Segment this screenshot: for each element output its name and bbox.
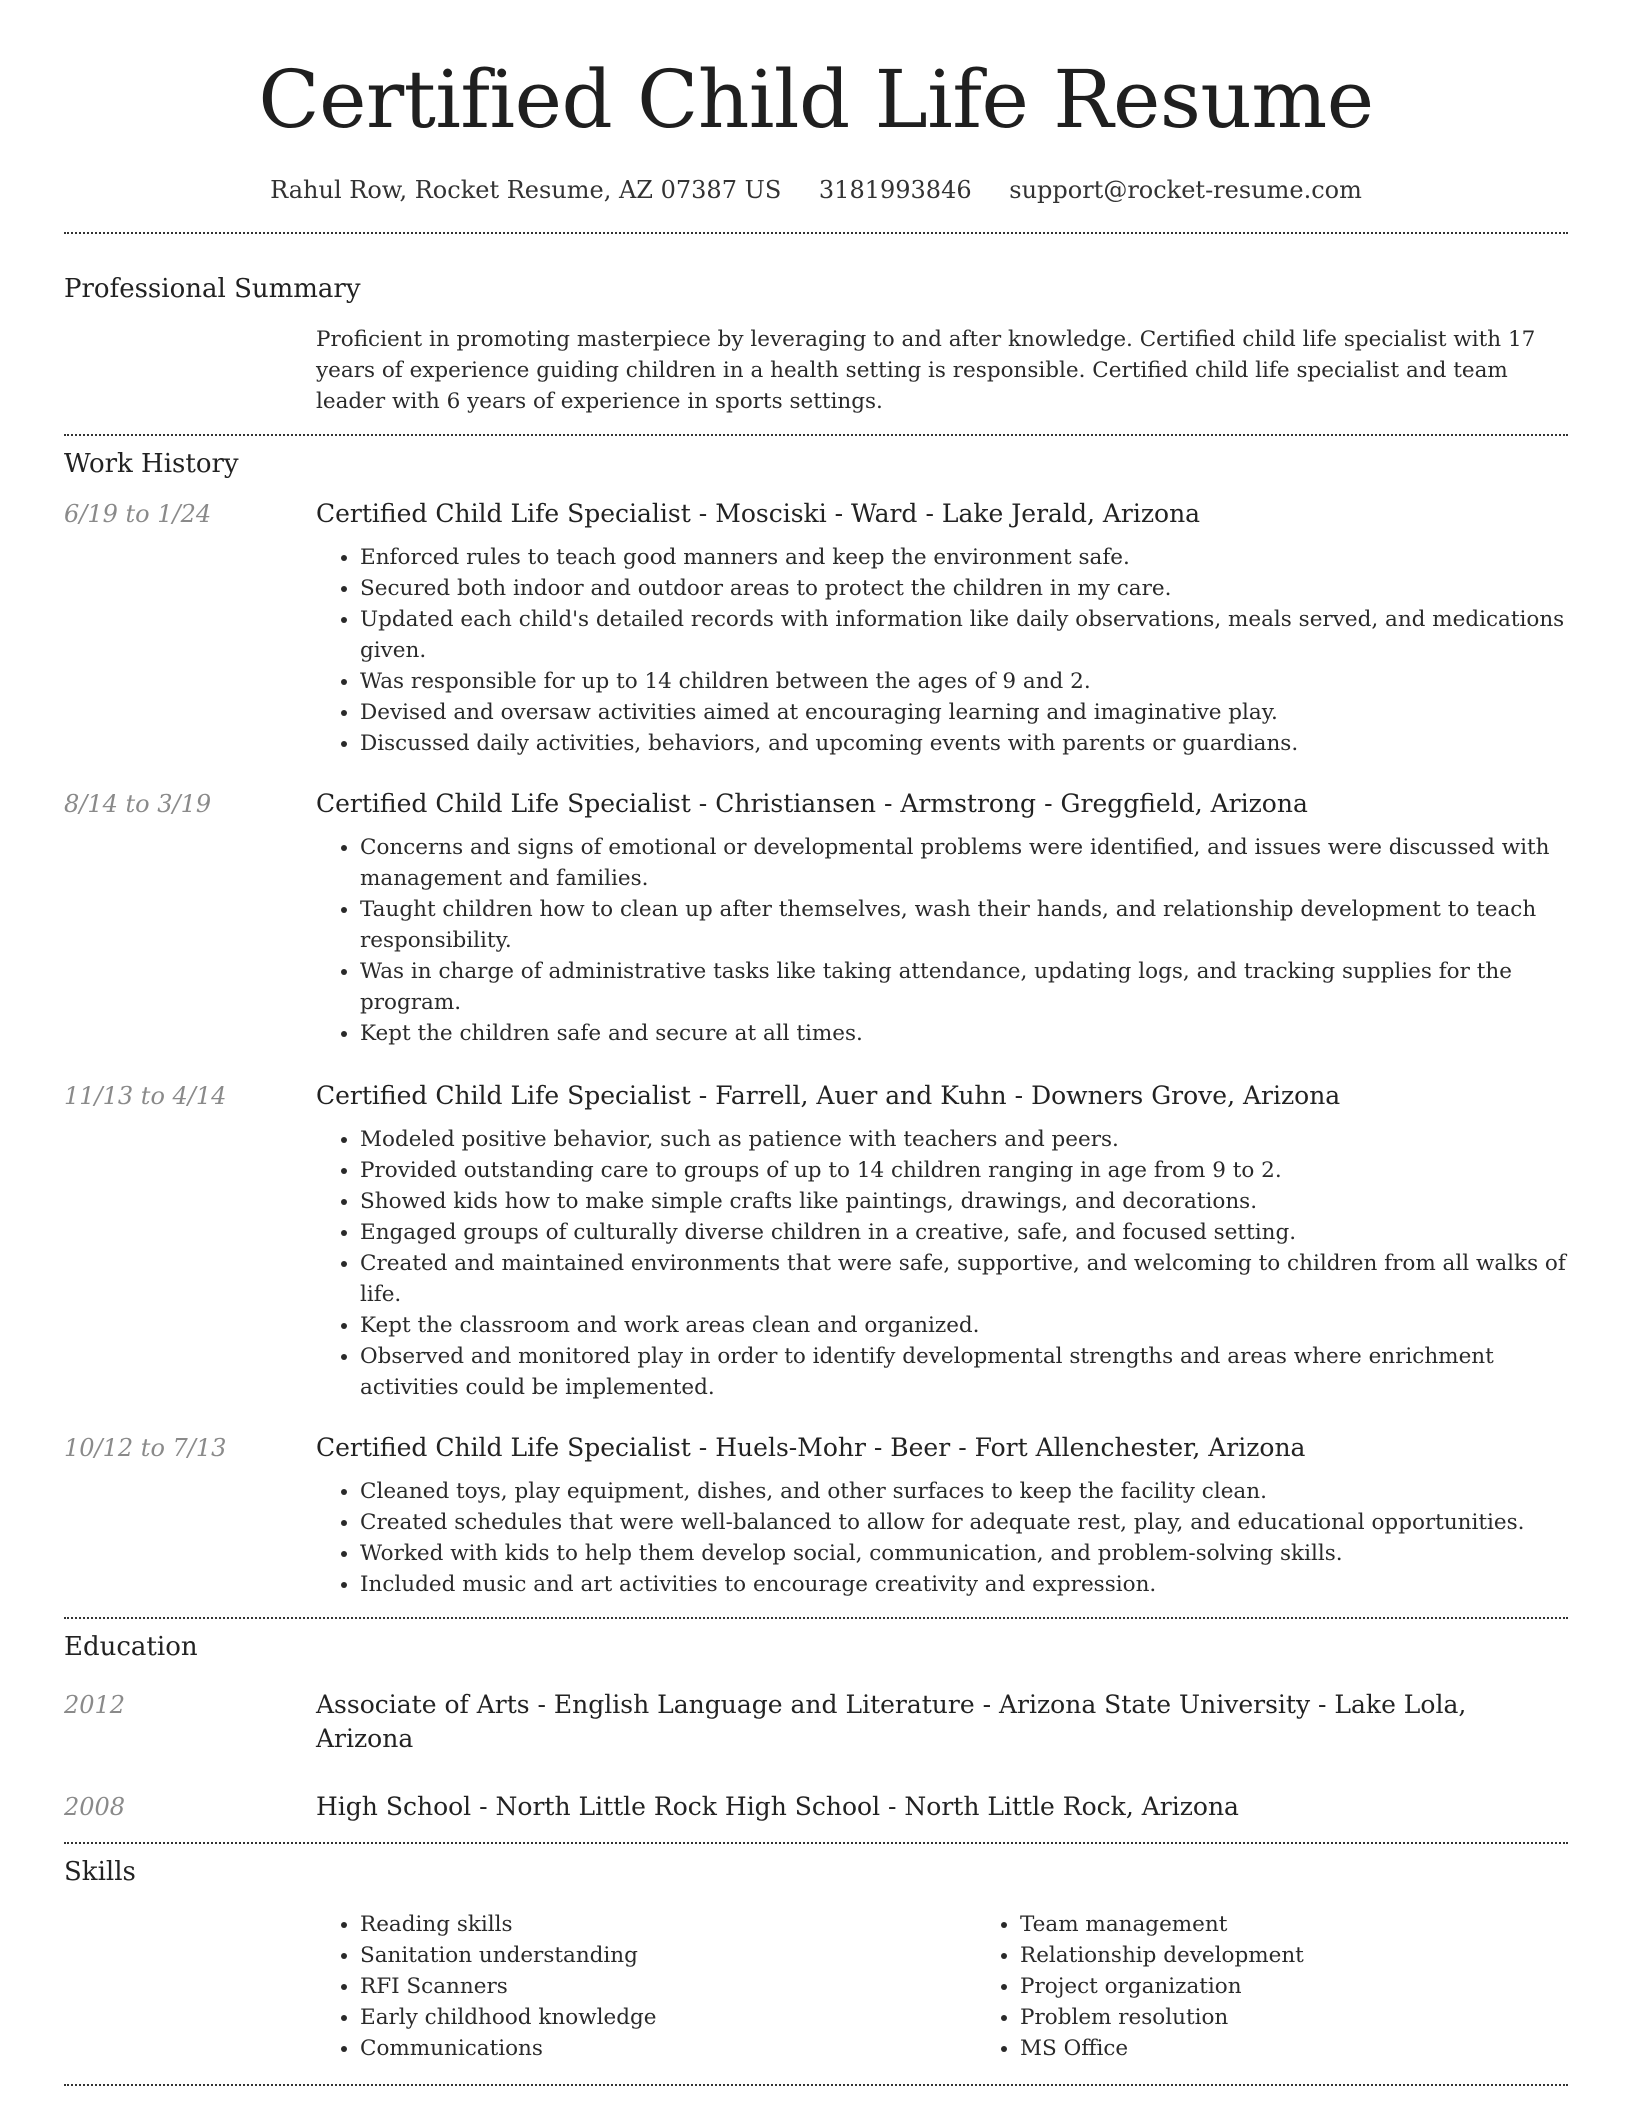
job-bullets bbox=[316, 542, 1568, 759]
job-company: Mosciski - Ward bbox=[715, 499, 918, 528]
skill-item: • Sanitation understanding bbox=[360, 1940, 976, 1971]
list-item: • Updated each child's detailed records with information like daily observations, meals served, and medications given. bbox=[360, 604, 1568, 666]
contact-address: Rahul Row, Rocket Resume, AZ 07387 US bbox=[270, 176, 782, 204]
resume-title: Certified Child Life Resume bbox=[258, 53, 1374, 146]
separator: - bbox=[698, 1433, 708, 1462]
skills-columns bbox=[316, 1909, 1568, 2064]
list-item: • Engaged groups of culturally diverse children in a creative, safe, and focused setting. bbox=[360, 1217, 1568, 1248]
list-item: • Included music and art activities to encourage creativity and expression. bbox=[360, 1569, 1568, 1600]
separator: - bbox=[1014, 1081, 1024, 1110]
job-dates: 6/19 to 1/24 bbox=[64, 500, 212, 528]
list-item: • Cleaned toys, play equipment, dishes, and other surfaces to keep the facility clean. bbox=[360, 1476, 1568, 1507]
separator: - bbox=[925, 499, 934, 528]
education-entry bbox=[64, 1688, 1568, 1756]
skill-item: • Project organization bbox=[1020, 1971, 1304, 2002]
list-item: • Showed kids how to make simple crafts like paintings, drawings, and decorations. bbox=[360, 1186, 1568, 1217]
job-title: Certified Child Life Specialist bbox=[316, 1433, 691, 1462]
skill-item: • Communications bbox=[360, 2033, 976, 2064]
education-year: 2012 bbox=[64, 1691, 126, 1719]
list-item: • Concerns and signs of emotional or developmental problems were identified, and issues were discussed with management and families. bbox=[360, 832, 1568, 894]
list-item: • Kept the classroom and work areas clean and organized. bbox=[360, 1310, 1568, 1341]
skill-item: • RFI Scanners bbox=[360, 1971, 976, 2002]
list-item: • Provided outstanding care to groups of up to 14 children ranging in age from 9 to 2. bbox=[360, 1155, 1568, 1186]
job-bullets bbox=[316, 1124, 1568, 1403]
list-item: • Created schedules that were well-balanced to allow for adequate rest, play, and educational opportunities. bbox=[360, 1507, 1568, 1538]
separator: - bbox=[698, 789, 708, 818]
divider bbox=[64, 1617, 1568, 1619]
job-dates: 11/13 to 4/14 bbox=[64, 1082, 227, 1110]
education-year: 2008 bbox=[64, 1793, 126, 1821]
list-item: • Observed and monitored play in order to identify developmental strengths and areas where enrichment activities could be implemented. bbox=[360, 1341, 1568, 1403]
summary-text: Proficient in promoting masterpiece by leveraging to and after knowledge. Certified child life specialist with 17 years of experience guiding children in a health setting is responsible. Certified child life specialist and team leader with 6 years of experience in sports settings. bbox=[316, 327, 1536, 414]
job-heading bbox=[316, 1079, 1568, 1113]
list-item: • Was in charge of administrative tasks like taking attendance, updating logs, and tracking supplies for the program. bbox=[360, 956, 1568, 1018]
job-entry bbox=[64, 787, 1568, 1049]
list-item: • Created and maintained environments that were safe, supportive, and welcoming to children from all walks of life. bbox=[360, 1248, 1568, 1310]
job-entry bbox=[64, 1079, 1568, 1403]
job-heading bbox=[316, 1431, 1568, 1465]
job-title: Certified Child Life Specialist bbox=[316, 1081, 691, 1110]
skills-heading: Skills bbox=[64, 1857, 136, 1887]
contact-line bbox=[64, 174, 1568, 206]
job-entry bbox=[64, 497, 1568, 759]
divider bbox=[64, 1842, 1568, 1844]
skill-item: • Early childhood knowledge bbox=[360, 2002, 976, 2033]
list-item: • Modeled positive behavior, such as patience with teachers and peers. bbox=[360, 1124, 1568, 1155]
education-details: High School - North Little Rock High School - North Little Rock, Arizona bbox=[316, 1792, 1239, 1821]
job-location: Lake Jerald, Arizona bbox=[941, 499, 1201, 528]
list-item: • Kept the children safe and secure at all times. bbox=[360, 1018, 1568, 1049]
summary-heading: Professional Summary bbox=[64, 274, 361, 304]
separator: - bbox=[958, 1433, 967, 1462]
contact-phone: 3181993846 bbox=[818, 176, 972, 204]
skill-item: • Relationship development bbox=[1020, 1940, 1304, 1971]
skill-item: • MS Office bbox=[1020, 2033, 1304, 2064]
job-location: Greggfield, Arizona bbox=[1060, 789, 1308, 818]
job-title: Certified Child Life Specialist bbox=[316, 789, 691, 818]
separator: - bbox=[1044, 789, 1053, 818]
job-company: Christiansen - Armstrong bbox=[715, 789, 1037, 818]
education-details: Associate of Arts - English Language and Literature - Arizona State University - Lake Lola, Arizona bbox=[316, 1690, 1467, 1753]
job-heading bbox=[316, 787, 1568, 821]
education-heading: Education bbox=[64, 1632, 198, 1662]
list-item: • Taught children how to clean up after themselves, wash their hands, and relationship development to teach responsibility. bbox=[360, 894, 1568, 956]
skill-item: • Reading skills bbox=[360, 1909, 976, 1940]
list-item: • Was responsible for up to 14 children between the ages of 9 and 2. bbox=[360, 666, 1568, 697]
education-entry bbox=[64, 1790, 1568, 1824]
job-company: Farrell, Auer and Kuhn bbox=[715, 1081, 1007, 1110]
list-item: • Secured both indoor and outdoor areas to protect the children in my care. bbox=[360, 573, 1568, 604]
divider bbox=[64, 232, 1568, 234]
work-history-heading: Work History bbox=[64, 449, 239, 479]
job-location: Fort Allenchester, Arizona bbox=[974, 1433, 1306, 1462]
job-heading bbox=[316, 497, 1568, 531]
skills-list-right bbox=[976, 1909, 1304, 2064]
job-title: Certified Child Life Specialist bbox=[316, 499, 691, 528]
divider bbox=[64, 2084, 1568, 2086]
work-history-list bbox=[64, 497, 1568, 1600]
job-bullets bbox=[316, 1476, 1568, 1600]
contact-email: support@rocket-resume.com bbox=[1009, 176, 1362, 204]
skill-item: • Problem resolution bbox=[1020, 2002, 1304, 2033]
skill-item: • Team management bbox=[1020, 1909, 1304, 1940]
divider bbox=[64, 434, 1568, 436]
job-bullets bbox=[316, 832, 1568, 1049]
skills-list-left bbox=[316, 1909, 976, 2064]
job-dates: 10/12 to 7/13 bbox=[64, 1434, 227, 1462]
list-item: • Enforced rules to teach good manners and keep the environment safe. bbox=[360, 542, 1568, 573]
job-location: Downers Grove, Arizona bbox=[1031, 1081, 1341, 1110]
separator: - bbox=[698, 1081, 708, 1110]
list-item: • Devised and oversaw activities aimed at encouraging learning and imaginative play. bbox=[360, 697, 1568, 728]
job-dates: 8/14 to 3/19 bbox=[64, 790, 212, 818]
job-entry bbox=[64, 1431, 1568, 1600]
list-item: • Discussed daily activities, behaviors, and upcoming events with parents or guardians. bbox=[360, 728, 1568, 759]
list-item: • Worked with kids to help them develop social, communication, and problem-solving skills. bbox=[360, 1538, 1568, 1569]
job-company: Huels-Mohr - Beer bbox=[715, 1433, 951, 1462]
separator: - bbox=[698, 499, 708, 528]
